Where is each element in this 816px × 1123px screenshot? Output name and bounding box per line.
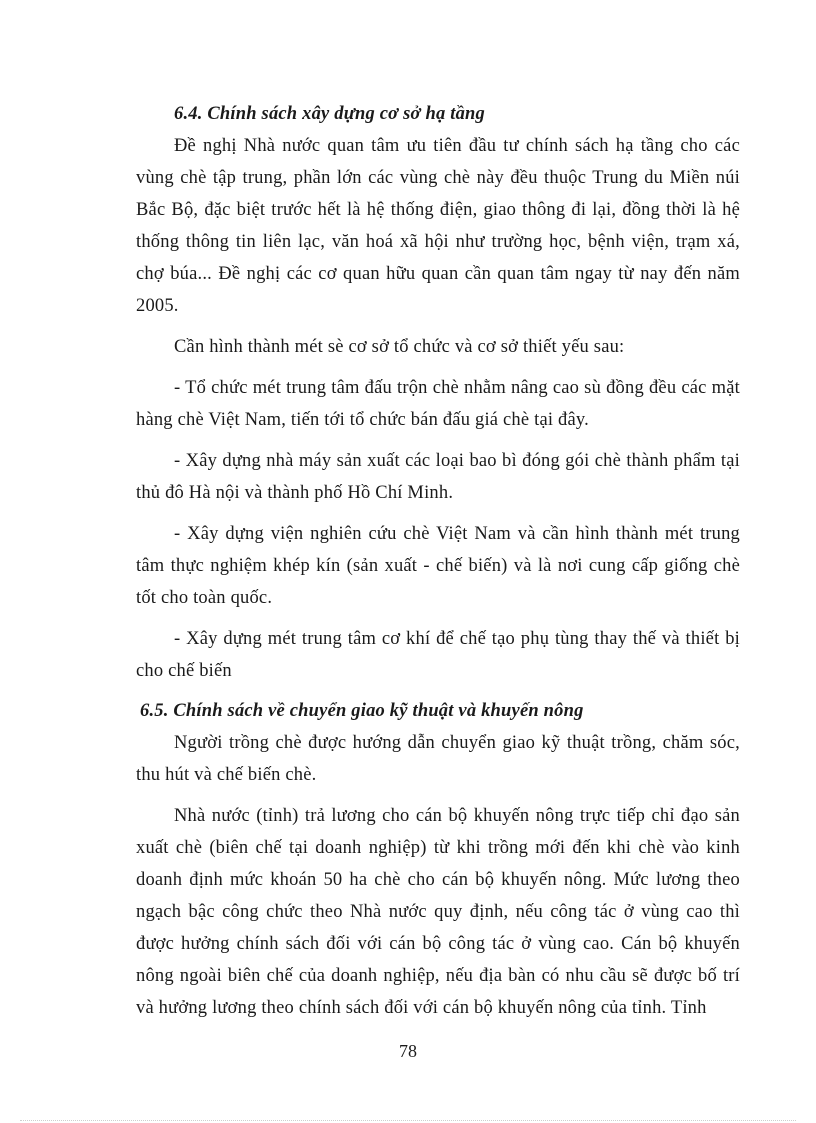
page-body (136, 98, 740, 1024)
paragraph-infrastructure: Đề nghị Nhà nước quan tâm ưu tiên đầu tư chính sách hạ tầng cho các vùng chè tập trung, phần lớn các vùng chè này đều thuộc Trung du Miền núi Bắc Bộ, đặc biệt trước hết là hệ thống điện, giao thông đi lại, đồng thời là hệ thống thông tin liên lạc, văn hoá xã hội như trường học, bệnh viện, trạm xá, chợ búa... Đề nghị các cơ quan hữu quan cần quan tâm ngay từ nay đến năm 2005. (136, 136, 740, 316)
paragraph-extension-salary: Nhà nước (tỉnh) trả lương cho cán bộ khuyến nông trực tiếp chỉ đạo sản xuất chè (biên chế tại doanh nghiệp) từ khi trồng mới đến khi chè vào kinh doanh định mức khoán 50 ha chè cho cán bộ khuyến nông. Mức lương theo ngạch bậc công chức theo Nhà nước quy định, nếu công tác ở vùng cao thì được hưởng chính sách đối với cán bộ công tác ở vùng cao. Cán bộ khuyến nông ngoài biên chế của doanh nghiệp, nếu địa bàn có nhu cầu sẽ được bố trí và hưởng lương theo chính sách đối với cán bộ khuyến nông của tỉnh. Tỉnh (136, 806, 740, 1018)
paragraph-tech-transfer: Người trồng chè được hướng dẫn chuyển giao kỹ thuật trồng, chăm sóc, thu hút và chế biến chè. (136, 733, 740, 785)
list-item-tea-blending-center: - Tổ chức mét trung tâm đấu trộn chè nhằm nâng cao sù đồng đều các mặt hàng chè Việt Nam, tiến tới tổ chức bán đấu giá chè tại đây. (136, 378, 740, 430)
list-item-mechanical-center: - Xây dựng mét trung tâm cơ khí để chế tạo phụ tùng thay thế và thiết bị cho chế biến (136, 629, 740, 681)
page-bottom-divider (20, 1120, 796, 1121)
list-item-research-institute: - Xây dựng viện nghiên cứu chè Việt Nam và cần hình thành mét trung tâm thực nghiệm khép kín (sản xuất - chế biến) và là nơi cung cấp giống chè tốt cho toàn quốc. (136, 524, 740, 608)
section-heading-6-4: 6.4. Chính sách xây dựng cơ sở hạ tầng (174, 104, 485, 124)
page-number: 78 (399, 1041, 417, 1061)
list-item-packaging-factory: - Xây dựng nhà máy sản xuất các loại bao bì đóng gói chè thành phẩm tại thủ đô Hà nội và thành phố Hồ Chí Minh. (136, 451, 740, 503)
section-heading-6-5: 6.5. Chính sách về chuyển giao kỹ thuật và khuyến nông (140, 701, 584, 721)
paragraph-need-establish: Cần hình thành mét sè cơ sở tổ chức và cơ sở thiết yếu sau: (174, 337, 625, 357)
